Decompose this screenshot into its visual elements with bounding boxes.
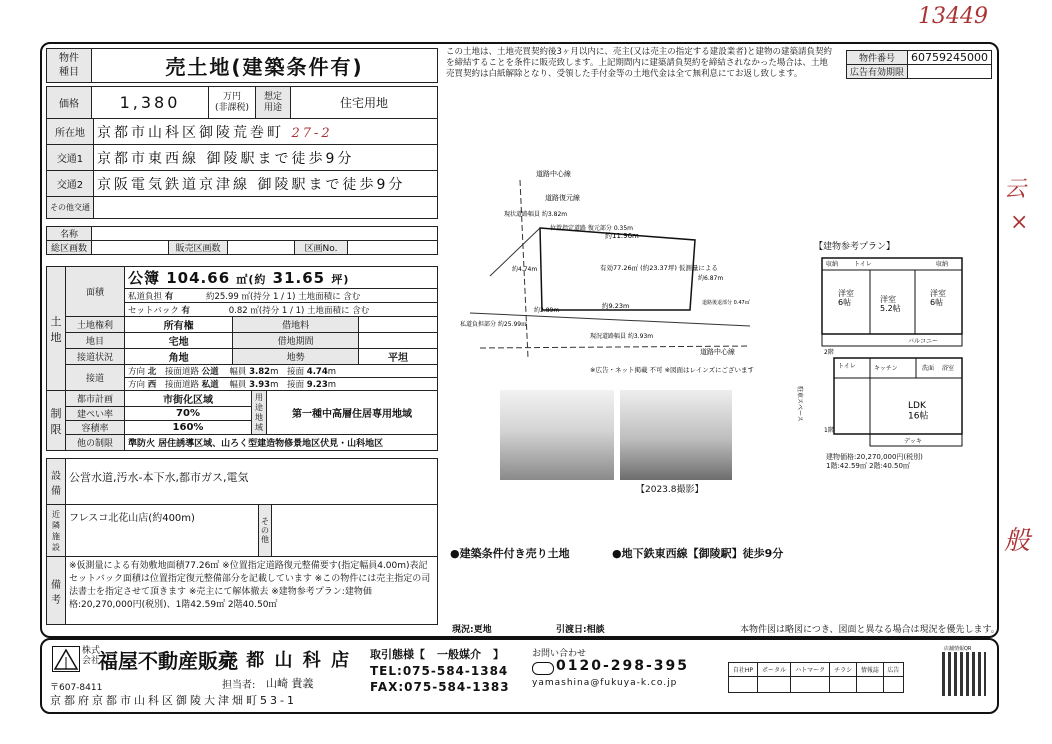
disclaimer: 本物件図は略図につき、図面と異なる場合は現況を優先します。: [740, 625, 1000, 635]
road2-face: 9.23: [306, 380, 328, 390]
plan-label: 収納: [936, 261, 949, 268]
facility-label: 設備: [47, 459, 66, 505]
setback-share: ㎡(持分 1 / 1): [250, 305, 305, 316]
plan-label: 2階: [824, 349, 834, 356]
plan-label: 1階: [824, 427, 834, 434]
map-label: 約4.74m: [512, 266, 538, 273]
media-item: チラシ: [830, 663, 857, 677]
private-road-label: 私道負担: [128, 291, 163, 302]
road1-dir-label: 方向: [128, 367, 146, 377]
media-item: 自社HP: [729, 663, 758, 677]
city-plan-label: 都市計画: [66, 391, 125, 407]
price-table: [46, 86, 438, 119]
road2-road-label: 接面道路: [164, 380, 199, 390]
type-value: 売土地(建築条件有): [92, 49, 438, 83]
city-plan-value: 市街化区域: [125, 391, 252, 407]
plan-room: LDK 16帖: [908, 401, 929, 422]
map-label: 約9.23m: [602, 302, 630, 310]
plan-price: 建物価格:20,270,000円(税別) 1階:42.59㎡ 2階:40.50㎡: [826, 453, 923, 470]
price-label: 価格: [47, 87, 92, 119]
postal-code: 〒607-8411: [50, 683, 103, 693]
access-label: 接道状況: [66, 349, 125, 365]
road1-road-label: 接面道路: [164, 367, 199, 377]
land-category-label: 地目: [66, 333, 125, 349]
setback-included: 土地面積に 含む: [307, 305, 370, 316]
location-table: [46, 118, 438, 219]
map-label: 私道負担部分 約25.99㎡: [460, 321, 528, 328]
branch-name: 京 都 山 科 店: [218, 650, 352, 671]
handwritten-lot: 27-2: [291, 125, 333, 141]
balcony: [822, 334, 962, 346]
map-caption: ※広告・ネット掲載 不可 ※図面はレインズにございます: [590, 366, 755, 374]
plan-label: 洗面: [922, 365, 935, 372]
fax-number: FAX:075-584-1383: [370, 680, 510, 694]
land-table: [46, 266, 438, 391]
lease-fee-label: 借地料: [233, 317, 359, 333]
road2-width-unit: m: [270, 380, 279, 390]
highlight-1: ●建築条件付き売り土地: [450, 547, 570, 560]
media-item: 情報誌: [857, 663, 884, 677]
photo-caption: 【2023.8撮影】: [636, 485, 704, 495]
land-area-unit: ㎡(約: [236, 273, 267, 286]
setback-label: セットバック: [128, 305, 179, 316]
road2-type: 私道: [201, 380, 219, 390]
email-address[interactable]: yamashina@fukuya-k.co.jp: [532, 678, 678, 688]
remarks-label: 備考: [47, 557, 66, 625]
tsubo-value: 31.65: [272, 269, 326, 287]
property-id-value: 60759245000: [908, 51, 992, 65]
property-id-label: 物件番号: [847, 51, 908, 65]
map-label: 道路復元線: [545, 194, 580, 202]
free-dial-number[interactable]: 0120-298-395: [556, 658, 690, 674]
facility-value: 公営水道,汚水-本下水,都市ガス,電気: [66, 459, 438, 505]
qr-code[interactable]: [942, 652, 986, 696]
price-unit: 万円: [222, 91, 241, 102]
private-road-has: 有: [164, 291, 174, 302]
highlight-2: ●地下鉄東西線【御陵駅】徒歩9分: [612, 547, 784, 560]
price-tax: (非課税): [214, 102, 250, 113]
delivery-status: 引渡日:相談: [556, 625, 605, 635]
plan-title: 【建物参考プラン】: [814, 242, 896, 252]
terrain-label: 地勢: [233, 349, 359, 365]
road1-dir: 北: [147, 367, 157, 377]
info-table: [46, 458, 438, 625]
area-label: 面積: [66, 267, 125, 317]
site-photo: [500, 390, 614, 480]
site-map: [450, 168, 770, 378]
plan-room: 洋室 6帖: [930, 289, 946, 308]
road2-face-label: 接面: [287, 380, 305, 390]
name-table: [46, 226, 438, 255]
road1-face-unit: m: [327, 367, 337, 377]
far-value: 160%: [125, 421, 252, 435]
person-name: 山崎 貴義: [266, 677, 314, 690]
road2-width-label: 幅員: [229, 380, 247, 390]
plan-label: 収納: [826, 261, 839, 268]
plan-label: トイレ: [838, 363, 856, 370]
company-prefix: 株式 会社: [82, 646, 101, 666]
company-logo: [52, 646, 80, 672]
land-right-value: 所有権: [125, 317, 233, 333]
price-value: 1,380: [92, 87, 209, 119]
nearby-value: フレスコ北花山店(約400m): [66, 505, 259, 557]
contact-label: お問い合わせ: [532, 649, 587, 659]
nearby-other-label: その他: [259, 505, 272, 557]
type-label: 物件 種目: [47, 49, 92, 83]
transport1-label: 交通1: [47, 145, 94, 171]
property-id-table: [846, 50, 992, 79]
other-restriction-label: 他の制限: [66, 435, 125, 451]
plan-label: 浴室: [942, 365, 955, 372]
kobo-label: 公簿: [128, 269, 161, 287]
land-area-value: 104.66: [166, 269, 231, 287]
plan-label: キッチン: [874, 365, 898, 372]
map-label: 有効77.26㎡ (約23.37坪) 仮測量による: [600, 264, 718, 272]
road1-type: 公道: [201, 367, 219, 377]
current-status: 現況:更地: [452, 625, 492, 635]
lease-term-label: 借地期間: [233, 333, 359, 349]
other-transport-label: その他交通: [47, 197, 94, 219]
company-address: 京都府京都市山科区御陵大津畑町53-1: [50, 694, 297, 707]
road1-face: 4.74: [306, 367, 328, 377]
free-dial-icon: [532, 662, 554, 675]
company-name: 福屋不動産販売: [98, 649, 238, 673]
bcr-value: 70%: [125, 407, 252, 421]
road-label: 接道: [66, 365, 125, 391]
private-road-included: 土地面積に 含む: [298, 291, 361, 302]
road1-face-label: 接面: [287, 367, 305, 377]
handwritten-mark: ×: [1010, 210, 1029, 235]
zone-value: 第一種中高層住居専用地域: [267, 391, 438, 435]
map-label: 道路中心線: [536, 170, 571, 178]
handwritten-mark: 般: [1004, 526, 1031, 556]
ad-expiry-label: 広告有効期限: [847, 65, 908, 79]
other-restriction-value: 準防火 居住誘導区域、山ろく型建造物修景地区伏見・山科地区: [125, 435, 438, 451]
media-item: 広告: [883, 663, 903, 677]
map-label: 現況道路幅員 約3.93m: [590, 333, 654, 340]
qr-label: 店舗情報QR: [944, 646, 972, 652]
transport1-value: 京都市東西線 御陵駅まで徒歩9分: [94, 145, 438, 171]
road1-width-unit: m: [270, 367, 279, 377]
restriction-table: [46, 390, 438, 451]
nearby-label: 近隣施設: [47, 505, 66, 557]
media-table: [728, 662, 904, 693]
plan-label: トイレ: [854, 261, 872, 268]
map-label: 位置指定道路 復元部分 0.35m: [550, 225, 634, 232]
plan-label: 駐車スペース: [796, 386, 803, 422]
plan-room: 洋室 5.2帖: [880, 295, 901, 314]
road2-face-unit: m: [327, 380, 337, 390]
road2-width: 3.93: [249, 380, 271, 390]
transport2-value: 京阪電気鉄道京津線 御陵駅まで徒歩9分: [94, 171, 438, 197]
site-photo: [620, 390, 732, 480]
tsubo-unit: 坪): [331, 273, 350, 286]
condition-note: この土地は、土地売買契約後3ヶ月以内に、売主(又は売主の指定する建設業者)と建物の建築請負契約を締結することを条件に販売致します。上記期間内に建築請負契約を締結されなかった場合は、土地売買契約は白紙解除となり、受領した手付金等の土地代金は全て無利息にてお返し致します。: [446, 47, 833, 79]
location-value: 京都市山科区御陵荒巻町 27-2: [94, 119, 438, 145]
use-label: 想定 用途: [256, 87, 291, 119]
total-plots-label: 総区画数: [47, 241, 92, 255]
media-item: ポータル: [757, 663, 790, 677]
road1-width: 3.82: [249, 367, 271, 377]
plan-room: 洋室 6帖: [838, 289, 854, 308]
location-label: 所在地: [47, 119, 94, 145]
map-label: 約6.87m: [698, 275, 724, 282]
terrain-value: 平坦: [358, 349, 437, 365]
map-label: 約11.96m: [605, 232, 639, 240]
road2-dir-label: 方向: [128, 380, 146, 390]
remarks-value: ※仮測量による有効敷地面積77.26㎡ ※位置指定道路復元整備要す(指定幅員4.00m)表記セットバック面積は位置指定復元整備部分を記載しています ※この物件には売主指定の司法書士を指定させて頂きます ※売主にて解体撤去 ※建物参考プラン:建物価格:20,270,000円(税別)、1階42.59㎡ 2階40.50㎡: [66, 557, 438, 625]
map-label: 道路中心線: [700, 348, 735, 356]
access-value: 角地: [125, 349, 233, 365]
setback-area: 0.82: [228, 305, 248, 316]
land-section-label: 土地: [47, 267, 66, 391]
name-label: 名称: [47, 227, 92, 241]
bcr-label: 建ぺい率: [66, 407, 125, 421]
map-label: 道路後退部分 0.47㎡: [702, 300, 750, 306]
road2-dir: 西: [147, 380, 157, 390]
ad-expiry-value: [908, 65, 992, 79]
tel-number[interactable]: TEL:075-584-1384: [370, 664, 509, 678]
land-right-label: 土地権利: [66, 317, 125, 333]
handwritten-mark: 云: [1004, 177, 1027, 202]
private-road-share: ㎡(持分 1 / 1): [241, 291, 296, 302]
sold-plots-label: 販売区画数: [169, 241, 228, 255]
use-value: 住宅用地: [291, 87, 438, 119]
type-header: [46, 48, 438, 83]
person-label: 担当者:: [222, 680, 256, 691]
map-label: 現状道路幅員 約3.82m: [504, 211, 568, 218]
plot-no-label: 区画No.: [295, 241, 348, 255]
setback-has: 有: [181, 305, 191, 316]
private-road-area: 約25.99: [205, 291, 239, 302]
plan-label: デッキ: [904, 438, 922, 445]
far-label: 容積率: [66, 421, 125, 435]
floor-plan: [796, 250, 972, 460]
transaction-mode: 取引態様【 一般媒介 】: [370, 648, 504, 661]
media-item: ハトマーク: [791, 663, 830, 677]
handwritten-number: 13449: [918, 4, 988, 29]
transport2-label: 交通2: [47, 171, 94, 197]
zone-label: 用途地域: [252, 391, 267, 435]
land-category-value: 宅地: [125, 333, 233, 349]
plan-label: バルコニー: [908, 338, 939, 345]
map-label: 約2.89m: [534, 307, 560, 314]
restriction-section-label: 制限: [47, 391, 66, 451]
road1-width-label: 幅員: [229, 367, 247, 377]
